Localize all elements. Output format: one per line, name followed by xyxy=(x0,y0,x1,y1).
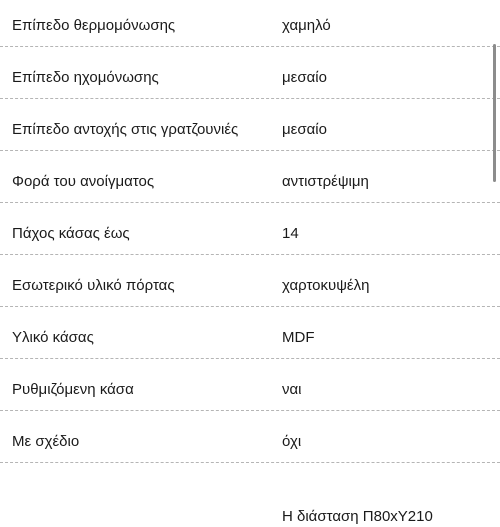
table-row xyxy=(0,463,500,523)
spec-label: Υλικό κάσας xyxy=(12,329,94,346)
spec-value: ναι xyxy=(282,381,302,398)
spec-value: μεσαίο xyxy=(282,69,327,86)
spec-label: Πάχος κάσας έως xyxy=(12,225,130,242)
spec-value: όχι xyxy=(282,433,302,450)
spec-label: Επίπεδο θερμομόνωσης xyxy=(12,17,176,34)
table-row xyxy=(0,151,500,203)
table-row xyxy=(0,255,500,307)
spec-label: Φορά του ανοίγματος xyxy=(12,173,155,190)
spec-value: 14 xyxy=(282,225,299,242)
spec-label: Με σχέδιο xyxy=(12,433,80,450)
spec-label: Εσωτερικό υλικό πόρτας xyxy=(12,277,175,294)
spec-value: μεσαίο xyxy=(282,121,327,138)
spec-value: χαμηλό xyxy=(282,17,331,34)
table-row xyxy=(0,359,500,411)
spec-label: Επίπεδο αντοχής στις γρατζουνιές xyxy=(12,121,239,138)
spec-label: Επίπεδο ηχομόνωσης xyxy=(12,69,159,86)
spec-value: αντιστρέψιμη xyxy=(282,173,369,190)
spec-value: MDF xyxy=(282,329,315,346)
table-row xyxy=(0,0,500,47)
table-row xyxy=(0,99,500,151)
table-row xyxy=(0,203,500,255)
spec-value: Η διάσταση Π80xΥ210 xyxy=(282,508,433,525)
table-row xyxy=(0,411,500,463)
spec-value: χαρτοκυψέλη xyxy=(282,277,370,294)
table-row xyxy=(0,47,500,99)
scrollbar-thumb[interactable] xyxy=(493,44,496,182)
table-row xyxy=(0,307,500,359)
spec-label: Ρυθμιζόμενη κάσα xyxy=(12,381,134,398)
